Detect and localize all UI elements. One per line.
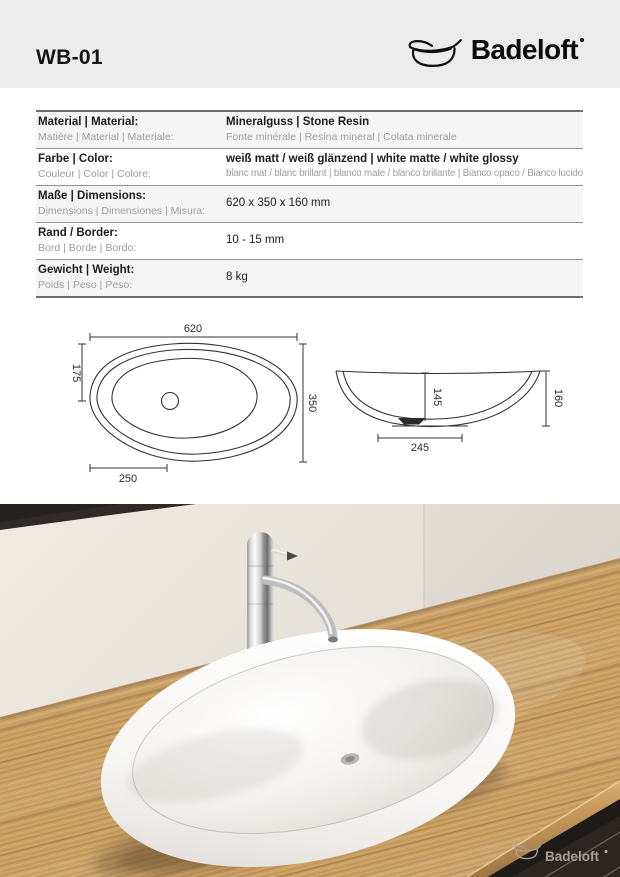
label-secondary: Matière | Material | Materiale: (38, 131, 174, 143)
row-label-cell (36, 223, 226, 259)
header-band (0, 0, 620, 88)
watermark-brand-name: Badeloft (545, 849, 599, 864)
product-photo (0, 504, 620, 877)
dim-label-250: 250 (118, 473, 138, 485)
page-title: WB-01 (36, 46, 103, 69)
watermark-registered-dot (604, 850, 607, 853)
dim-label-620: 620 (183, 323, 203, 335)
side-view-dimensions (378, 371, 550, 442)
value-secondary: blanc mat / blanc brillant | blanco mate / blanco brillante | Bianco opaco / Bianco lucido (226, 168, 583, 179)
value-primary: 620 x 350 x 160 mm (226, 197, 331, 209)
brand-logo (408, 34, 584, 70)
row-label-cell (36, 112, 226, 148)
row-value-cell (226, 112, 583, 148)
row-label-cell (36, 149, 226, 185)
dim-label-350: 350 (306, 393, 318, 413)
spec-row-border (36, 223, 583, 260)
dim-label-245: 245 (410, 442, 430, 454)
brand-name: Badeloft (470, 34, 578, 65)
label-secondary: Dimensions | Dimensiones | Misura: (38, 205, 206, 217)
dim-label-175: 175 (70, 363, 82, 383)
label-secondary: Bord | Borde | Bordo: (38, 242, 137, 254)
label-secondary: Poids | Peso | Peso: (38, 279, 133, 291)
row-value-cell (226, 186, 583, 222)
row-value-cell (226, 149, 583, 185)
spout-outlet (328, 637, 338, 643)
top-view-drawing (90, 343, 297, 461)
value-primary: Mineralguss | Stone Resin (226, 116, 370, 128)
registered-mark-dot (580, 38, 584, 42)
spec-row-material (36, 112, 583, 149)
label-primary: Material | Material: (38, 116, 139, 128)
row-value-cell (226, 223, 583, 259)
drain-section (398, 418, 426, 425)
dim-label-145: 145 (431, 387, 443, 407)
technical-drawings (0, 290, 620, 510)
label-primary: Gewicht | Weight: (38, 264, 135, 276)
value-secondary: Fonte minérale | Resina mineral | Colata minerale (226, 131, 457, 143)
label-secondary: Couleur | Color | Colore: (38, 168, 151, 180)
row-label-cell (36, 186, 226, 222)
spec-row-color (36, 149, 583, 186)
value-primary: 10 - 15 mm (226, 234, 285, 246)
label-primary: Rand / Border: (38, 227, 118, 239)
spec-table (36, 110, 583, 298)
dim-label-160: 160 (552, 388, 564, 408)
bathtub-icon (408, 37, 462, 70)
label-primary: Farbe | Color: (38, 153, 113, 165)
drain-outline (162, 393, 179, 410)
spec-row-dimensions (36, 186, 583, 223)
value-primary: 8 kg (226, 271, 248, 283)
value-primary: weiß matt / weiß glänzend | white matte / white glossy (226, 153, 519, 165)
label-primary: Maße | Dimensions: (38, 190, 147, 202)
